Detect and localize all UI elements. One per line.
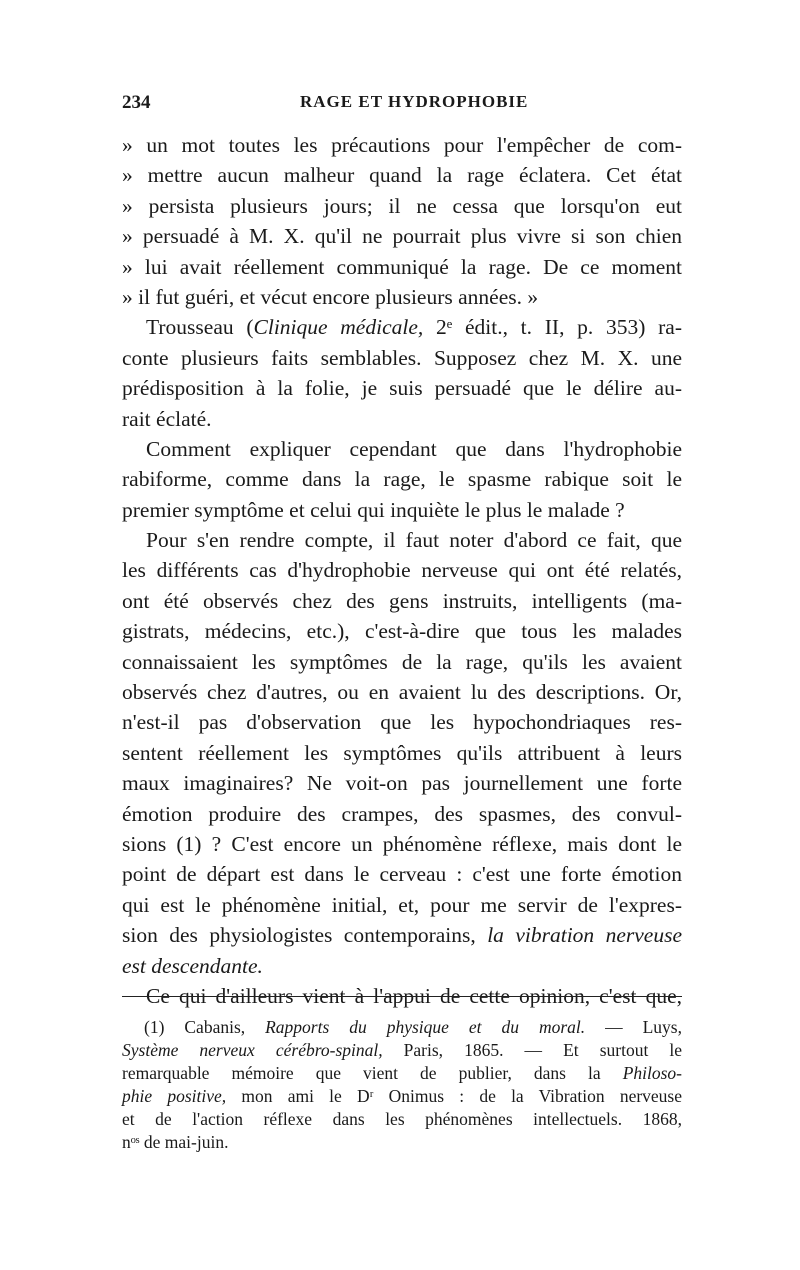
page-number: 234 bbox=[122, 92, 151, 113]
text-line: sion des physiologistes contemporains, la vibration nerveuse bbox=[122, 923, 682, 948]
running-head bbox=[122, 92, 682, 120]
text-line: sentent réellement les symptômes qu'ils attribuent à leurs bbox=[122, 740, 682, 765]
text-line: Pour s'en rendre compte, il faut noter d'abord ce fait, que bbox=[146, 528, 682, 553]
citation-title: Clinique médicale, bbox=[253, 315, 424, 340]
text-line: ont été observés chez des gens instruits, intelligents (ma- bbox=[122, 588, 682, 613]
footnote-divider bbox=[122, 996, 682, 997]
text-line: Ce qui d'ailleurs vient à l'appui de cette opinion, c'est que, bbox=[146, 983, 682, 1008]
emphasis-text: la vibration nerveuse bbox=[487, 923, 682, 948]
footnote-line: phie positive, mon ami le Dʳ Onimus : de la Vibration nerveuse bbox=[122, 1086, 683, 1106]
text-line: » persuadé à M. X. qu'il ne pourrait plus vivre si son chien bbox=[122, 224, 682, 249]
footnote-line: nᵒˢ de mai-juin. bbox=[122, 1132, 229, 1152]
footnote-line: et de l'action réflexe dans les phénomènes intellectuels. 1868, bbox=[122, 1109, 682, 1129]
text-line: connaissaient les symptômes de la rage, qu'ils les avaient bbox=[122, 649, 682, 674]
text-line: les différents cas d'hydrophobie nerveuse qui ont été relatés, bbox=[122, 558, 682, 583]
text-line: émotion produire des crampes, des spasmes, des convul- bbox=[122, 801, 682, 826]
text-line: maux imaginaires? Ne voit-on pas journellement une forte bbox=[122, 771, 682, 796]
running-title: RAGE ET HYDROPHOBIE bbox=[300, 92, 529, 111]
footnote-line: (1) Cabanis, Rapports du physique et du moral. — Luys, bbox=[144, 1017, 682, 1037]
text-line: » persista plusieurs jours; il ne cessa que lorsqu'on eut bbox=[122, 193, 682, 218]
text-line: Trousseau (Clinique médicale, 2ᵉ édit., t. II, p. 353) ra- bbox=[146, 315, 682, 340]
footnote bbox=[122, 1016, 682, 1154]
body-text bbox=[122, 130, 682, 1011]
text-line: » lui avait réellement communiqué la rage. De ce moment bbox=[122, 254, 682, 279]
text-line: conte plusieurs faits semblables. Supposez chez M. X. une bbox=[122, 345, 682, 370]
text-line bbox=[122, 951, 682, 981]
text-line: » mettre aucun malheur quand la rage éclatera. Cet état bbox=[122, 163, 682, 188]
text-line: premier symptôme et celui qui inquiète le plus le malade ? bbox=[122, 497, 625, 522]
emphasis-text: est descendante. bbox=[122, 953, 263, 978]
text-line: qui est le phénomène initial, et, pour me servir de l'expres- bbox=[122, 892, 682, 917]
text-line: rait éclaté. bbox=[122, 406, 212, 431]
text-line: n'est-il pas d'observation que les hypochondriaques res- bbox=[122, 710, 682, 735]
text-line: point de départ est dans le cerveau : c'est une forte émotion bbox=[122, 862, 682, 887]
text-line: gistrats, médecins, etc.), c'est-à-dire que tous les malades bbox=[122, 619, 682, 644]
text-line: rabiforme, comme dans la rage, le spasme rabique soit le bbox=[122, 467, 682, 492]
footnote-line: Système nerveux cérébro-spinal, Paris, 1865. — Et surtout le bbox=[122, 1040, 682, 1060]
text-line: sions (1) ? C'est encore un phénomène réflexe, mais dont le bbox=[122, 831, 682, 856]
text-line: » il fut guéri, et vécut encore plusieurs années. » bbox=[122, 284, 539, 309]
text-line: prédisposition à la folie, je suis persuadé que le délire au- bbox=[122, 376, 682, 401]
footnote-line: remarquable mémoire que vient de publier, dans la Philoso- bbox=[122, 1063, 682, 1083]
text-line: Comment expliquer cependant que dans l'hydrophobie bbox=[146, 436, 682, 461]
text-line: » un mot toutes les précautions pour l'empêcher de com- bbox=[122, 133, 682, 157]
text-line: observés chez d'autres, ou en avaient lu des descriptions. Or, bbox=[122, 680, 682, 705]
